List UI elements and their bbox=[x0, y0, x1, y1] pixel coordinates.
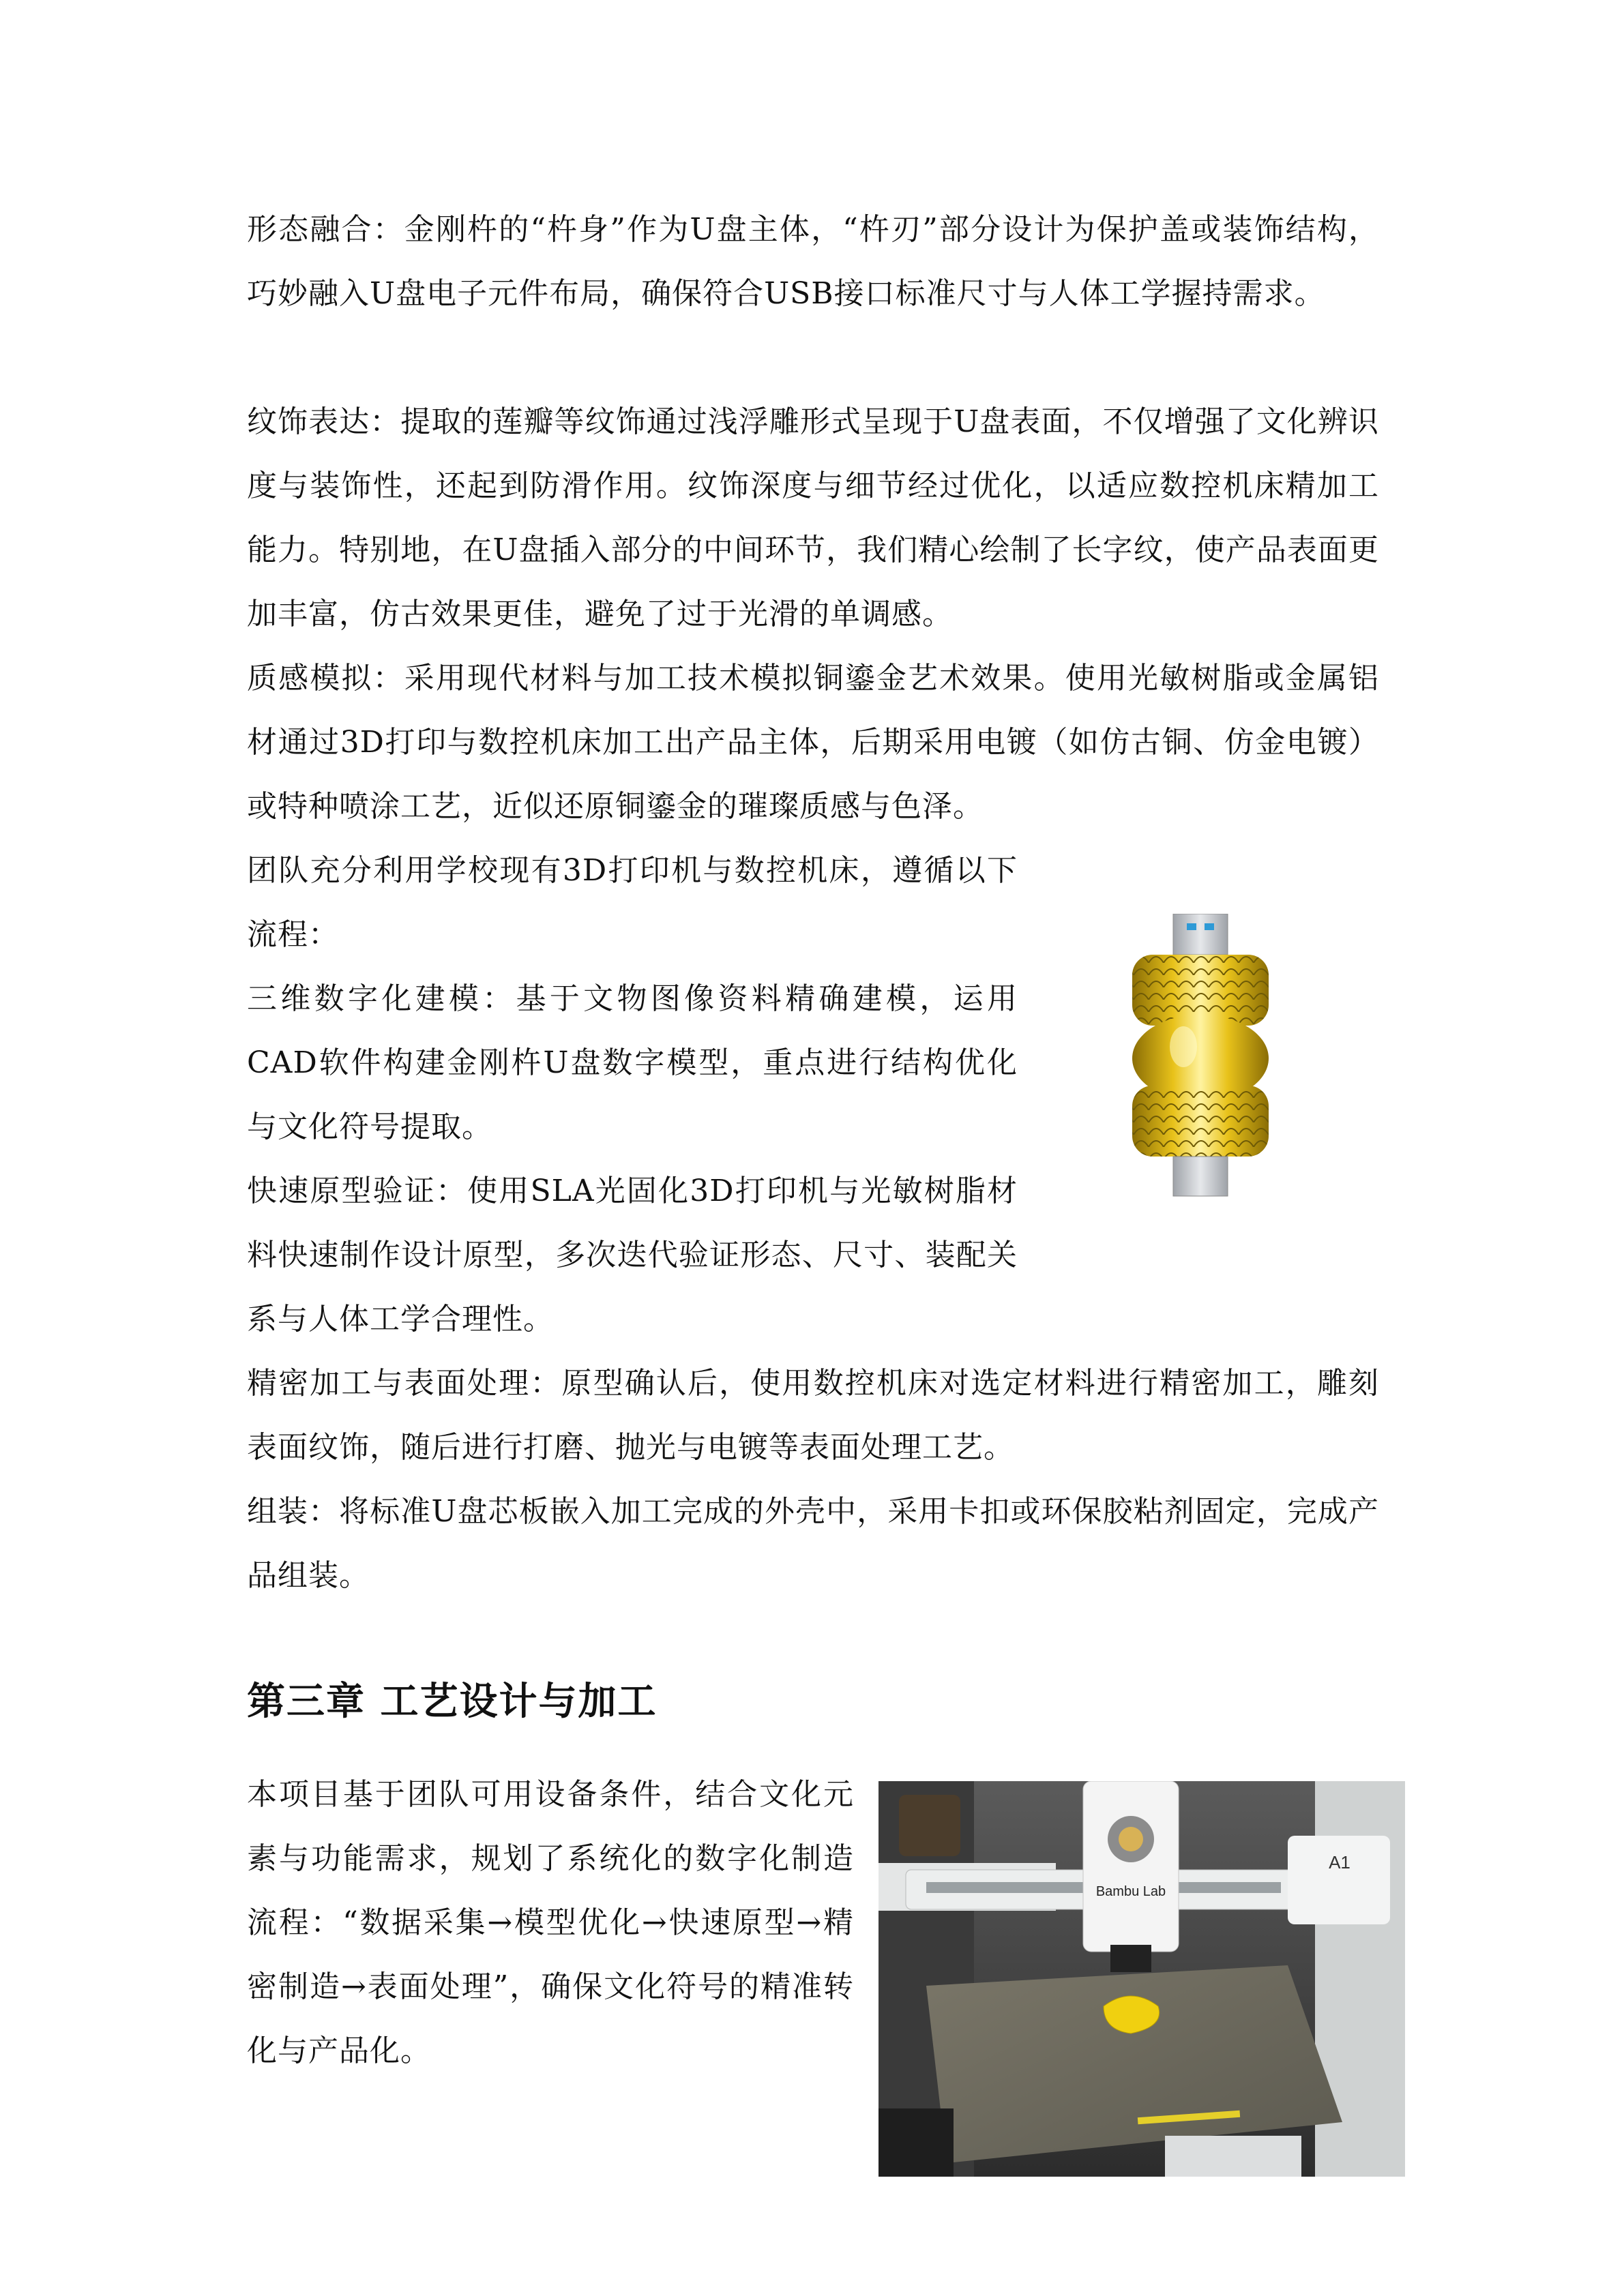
paragraph-precision-machining: 精密加工与表面处理：原型确认后，使用数控机床对选定材料进行精密加工，雕刻表面纹饰，随后进行打磨、抛光与电镀等表面处理工艺。 bbox=[247, 1366, 1379, 1465]
usb-connector-bottom bbox=[1173, 1157, 1228, 1196]
chapter-heading: 第三章 工艺设计与加工 bbox=[247, 1679, 658, 1724]
paragraph-rapid-prototype: 快速原型验证：使用SLA光固化3D打印机与光敏树脂材料快速制作设计原型，多次迭代验证形态、尺寸、装配关系与人体工学合理性。 bbox=[247, 1174, 1018, 1337]
paragraph-form-fusion: 形态融合：金刚杵的“杵身”作为U盘主体，“杵刃”部分设计为保护盖或装饰结构，巧妙融入U盘电子元件布局，确保符合USB接口标准尺寸与人体工学握持需求。 bbox=[247, 212, 1379, 311]
printer-model-label: A1 bbox=[1329, 1852, 1350, 1873]
brand-label: Bambu Lab bbox=[1095, 1884, 1166, 1899]
paragraph-chapter-intro: 本项目基于团队可用设备条件，结合文化元素与功能需求，规划了系统化的数字化制造流程：“数据采集→模型优化→快速原型→精密制造→表面处理”，确保文化符号的精准转化与产品化。 bbox=[247, 1777, 854, 2068]
paragraph-process-intro: 团队充分利用学校现有3D打印机与数控机床，遵循以下流程： bbox=[247, 853, 1018, 952]
paragraph-assembly: 组装：将标准U盘芯板嵌入加工完成的外壳中，采用卡扣或环保胶粘剂固定，完成产品组装。 bbox=[247, 1494, 1379, 1593]
3d-printer-photo bbox=[879, 1781, 1405, 2177]
paragraph-3d-modeling: 三维数字化建模：基于文物图像资料精确建模，运用CAD软件构建金刚杵U盘数字模型，重点进行结构优化与文化符号提取。 bbox=[247, 981, 1018, 1144]
paragraph-texture-simulation: 质感模拟：采用现代材料与加工技术模拟铜鎏金艺术效果。使用光敏树脂或金属铝材通过3D打印与数控机床加工出产品主体，后期采用电镀（如仿古铜、仿金电镀）或特种喷涂工艺，近似还原铜鎏金的璀璨质感与色泽。 bbox=[247, 661, 1379, 824]
side-tower bbox=[1288, 1836, 1390, 1924]
vajra-usb-drive-image bbox=[1119, 914, 1282, 1200]
usb-connector-top bbox=[1173, 914, 1228, 955]
paragraph-ornament-expression: 纹饰表达：提取的莲瓣等纹饰通过浅浮雕形式呈现于U盘表面，不仅增强了文化辨识度与装饰性，还起到防滑作用。纹饰深度与细节经过优化，以适应数控机床精加工能力。特别地，在U盘插入部分的中间环节，我们精心绘制了长字纹，使产品表面更加丰富，仿古效果更佳，避免了过于光滑的单调感。 bbox=[247, 404, 1379, 631]
toolhead bbox=[1083, 1781, 1179, 1952]
